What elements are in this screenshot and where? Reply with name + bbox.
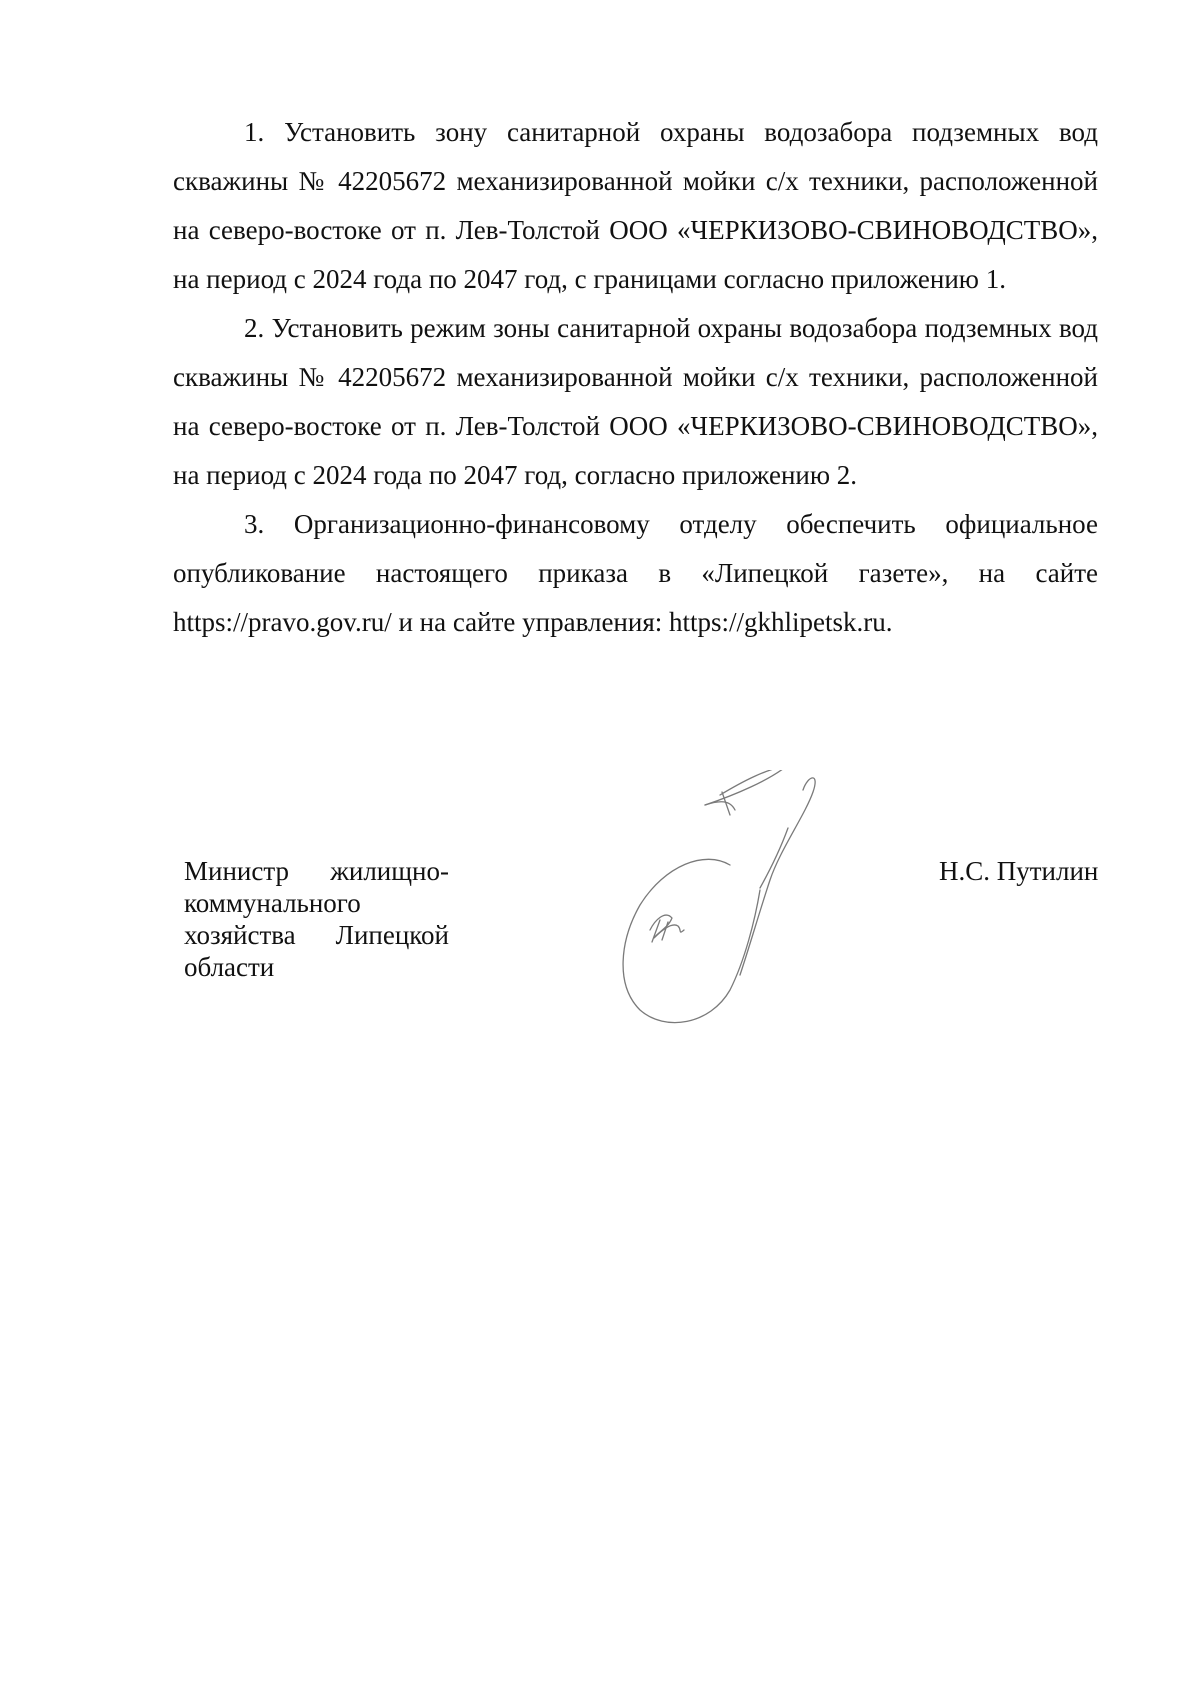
handwritten-signature [610,770,860,1035]
signer-position-title: Министр жилищно-коммунального хозяйства Липецкой области [184,856,449,982]
order-paragraph-1: 1. Установить зону санитарной охраны водозабора подземных вод скважины № 42205672 механизированной мойки с/х техники, расположенной на северо-востоке от п. Лев-Толстой ООО «ЧЕРКИЗОВО-СВИНОВОДСТВО», на период с 2024 года по 2047 год, с границами согласно приложению 1. [173,117,1098,294]
order-body [173,108,1098,647]
order-paragraph-2: 2. Установить режим зоны санитарной охраны водозабора подземных вод скважины № 42205672 механизированной мойки с/х техники, расположенной на северо-востоке от п. Лев-Толстой ООО «ЧЕРКИЗОВО-СВИНОВОДСТВО», на период с 2024 года по 2047 год, согласно приложению 2. [173,313,1098,490]
order-paragraph-3: 3. Организационно-финансовому отделу обеспечить официальное опубликование настоящего приказа в «Липецкой газете», на сайте https://pravo.gov.ru/ и на сайте управления: https://gkhlipetsk.ru. [173,509,1098,637]
signer-name: Н.С. Путилин [939,856,1099,886]
